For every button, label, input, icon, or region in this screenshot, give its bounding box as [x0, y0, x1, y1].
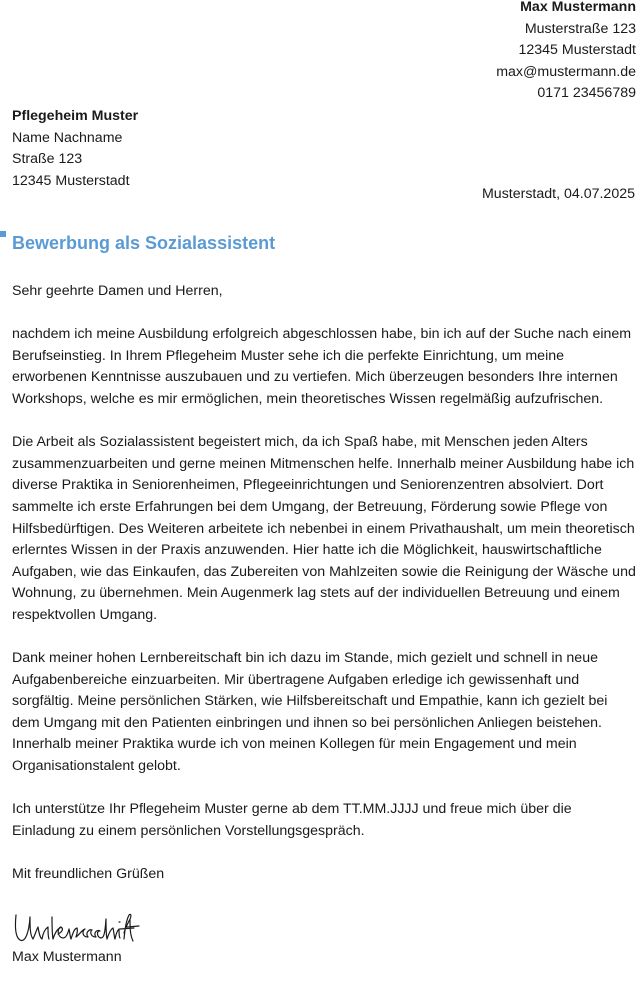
recipient-street: Straße 123	[12, 151, 83, 168]
letter-body	[12, 281, 637, 990]
recipient-contact: Name Nachname	[12, 129, 123, 146]
body-paragraph-4: Ich unterstütze Ihr Pflegeheim Muster gerne ab dem TT.MM.JJJJ und freue mich über die Einladung zu einem persönlichen Vorstellungsgespräch.	[12, 801, 572, 839]
sender-city: 12345 Musterstadt	[518, 42, 636, 59]
sender-email: max@mustermann.de	[496, 63, 636, 80]
body-paragraph-3: Dank meiner hohen Lernbereitschaft bin ich dazu im Stande, mich gezielt und schnell in neue Aufgabenbereiche einzuarbeiten. Mir übertragene Aufgaben erledige ich gewissenhaft und sorgfältig. Meine persönlichen Stärken, wie Hilfsbereitschaft und Empathie, kann ich gezielt bei dem Umgang mit den Patienten einbringen und ihnen so bei persönlichen Anliegen beistehen. Innerhalb meiner Praktika wurde ich von meinen Kollegen für mein Engagement und mein Organisationstalent gelobt.	[12, 650, 608, 775]
signer-name: Max Mustermann	[12, 949, 122, 966]
subject-block	[0, 230, 275, 256]
date-line: Musterstadt, 04.07.2025	[481, 186, 635, 202]
sender-phone: 0171 23456789	[537, 85, 636, 102]
sender-name: Max Mustermann	[520, 0, 636, 15]
recipient-organization: Pflegeheim Muster	[12, 108, 139, 124]
sender-street: Musterstraße 123	[524, 20, 636, 37]
sender-address-block	[496, 0, 636, 105]
subject-heading: Bewerbung als Sozialassistent	[12, 233, 276, 253]
body-paragraph-1: nachdem ich meine Ausbildung erfolgreich abgeschlossen habe, bin ich auf der Suche nach einem Berufseinstieg. In Ihrem Pflegeheim Muster sehe ich die perfekte Einrichtung, um meine erworbenen Kenntnisse auszubauen und zu vertiefen. Mich überzeugen besonders Ihre internen Workshops, welche es mir ermöglichen, mein theoretisches Wissen regelmäßig aufzufrischen.	[12, 326, 632, 407]
body-paragraph-2: Die Arbeit als Sozialassistent begeistert mich, da ich Spaß habe, mit Menschen jeden Alters zusammenzuarbeiten und gerne meinen Mitmenschen helfe. Innerhalb meiner Ausbildung habe ich diverse Praktika in Seniorenheimen, Pflegeeinrichtungen und Seniorenzentren absolviert. Dort sammelte ich erste Erfahrungen bei dem Umgang, der Betreuung, Förderung sowie Pflege von Hilfsbedürftigen. Des Weiteren arbeitete ich nebenbei in einem Privathaushalt, um mein theoretisch erlerntes Wissen in der Praxis anzuwenden. Hier hatte ich die Möglichkeit, hauswirtschaftliche Aufgaben, wie das Einkaufen, das Zubereiten von Mahlzeiten sowie die Reinigung der Wäsche und Wohnung, zu übernehmen. Mein Augenmerk lag stets auf der individuellen Betreuung und einem respektvollen Umgang.	[12, 434, 636, 623]
closing: Mit freundlichen Grüßen	[12, 866, 165, 883]
salutation: Sehr geehrte Damen und Herren,	[12, 283, 223, 299]
recipient-address-block	[12, 106, 138, 192]
subject-marker-square	[0, 231, 6, 237]
handwritten-signature	[12, 907, 142, 947]
recipient-city: 12345 Musterstadt	[12, 172, 130, 189]
